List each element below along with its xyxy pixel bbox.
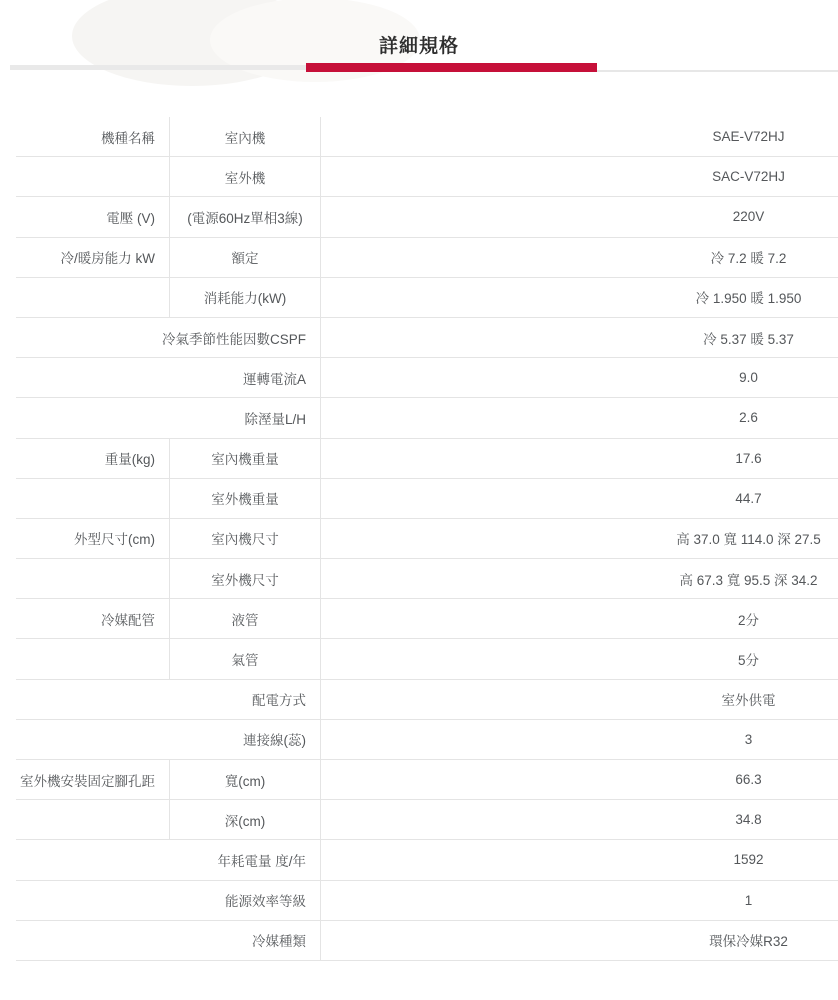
tab-underline-inactive bbox=[10, 65, 306, 70]
row-value-cell: 3 bbox=[320, 720, 838, 759]
row-label-cell: 室內機尺寸 bbox=[169, 519, 320, 558]
table-row bbox=[16, 157, 838, 197]
row-label-cell: 額定 bbox=[169, 238, 320, 277]
table-row bbox=[16, 720, 838, 760]
spec-table bbox=[16, 117, 838, 961]
table-row bbox=[16, 398, 838, 438]
row-value-cell: 1 bbox=[320, 881, 838, 920]
row-label-cell: 年耗電量 度/年 bbox=[217, 853, 306, 869]
table-row bbox=[16, 881, 838, 921]
row-value-cell: 高 67.3 寬 95.5 深 34.2 bbox=[320, 559, 838, 598]
row-value-cell: SAE-V72HJ bbox=[320, 117, 838, 156]
row-value-cell: 66.3 bbox=[320, 760, 838, 799]
row-label-cell: 室外機尺寸 bbox=[169, 559, 320, 598]
row-group-cell: 電壓 (V) bbox=[106, 210, 155, 226]
row-value-cell: 1592 bbox=[320, 840, 838, 879]
table-row bbox=[16, 318, 838, 358]
row-value-cell: 冷 7.2 暖 7.2 bbox=[320, 238, 838, 277]
row-label-cell: 寬(cm) bbox=[169, 760, 320, 799]
row-label-cell: 配電方式 bbox=[252, 693, 306, 709]
row-group-cell: 冷/暖房能力 kW bbox=[60, 251, 155, 267]
row-value-cell: 17.6 bbox=[320, 439, 838, 478]
table-row bbox=[16, 358, 838, 398]
table-row bbox=[16, 559, 838, 599]
table-row bbox=[16, 760, 838, 800]
row-value-cell: 9.0 bbox=[320, 358, 838, 397]
row-group-cell: 冷媒配管 bbox=[101, 612, 155, 628]
row-group-cell: 外型尺寸(cm) bbox=[74, 532, 155, 548]
row-label-cell: 氣管 bbox=[169, 639, 320, 678]
row-group-cell: 室外機安裝固定腳孔距 bbox=[20, 773, 155, 789]
table-row bbox=[16, 197, 838, 237]
row-value-cell: 5分 bbox=[320, 639, 838, 678]
row-value-cell: 冷 5.37 暖 5.37 bbox=[320, 318, 838, 357]
table-row bbox=[16, 840, 838, 880]
row-group-cell bbox=[16, 639, 169, 678]
table-row bbox=[16, 599, 838, 639]
row-value-cell: 2分 bbox=[320, 599, 838, 638]
row-label-cell: 室外機 bbox=[169, 157, 320, 196]
row-value-cell: 冷 1.950 暖 1.950 bbox=[320, 278, 838, 317]
row-label-cell: 連接線(蕊) bbox=[243, 733, 306, 749]
row-group-cell: 機種名稱 bbox=[101, 130, 155, 146]
row-value-cell: 220V bbox=[320, 197, 838, 236]
row-label-cell: (電源60Hz單相3線) bbox=[169, 197, 320, 236]
row-label-cell: 室內機 bbox=[169, 117, 320, 156]
table-row bbox=[16, 800, 838, 840]
table-row bbox=[16, 921, 838, 961]
row-value-cell: 44.7 bbox=[320, 479, 838, 518]
row-group-cell bbox=[16, 278, 169, 317]
row-value-cell: 34.8 bbox=[320, 800, 838, 839]
row-label-cell: 深(cm) bbox=[169, 800, 320, 839]
row-group-cell: 重量(kg) bbox=[104, 452, 155, 468]
table-row bbox=[16, 439, 838, 479]
row-label-cell: 運轉電流A bbox=[242, 371, 306, 387]
row-group-cell bbox=[16, 479, 169, 518]
tab-underline-rest bbox=[597, 70, 838, 72]
table-row bbox=[16, 519, 838, 559]
row-label-cell: 室外機重量 bbox=[169, 479, 320, 518]
tab-underline-active bbox=[306, 63, 597, 72]
row-value-cell: 室外供電 bbox=[320, 680, 838, 719]
table-row bbox=[16, 680, 838, 720]
row-value-cell: 環保冷媒R32 bbox=[320, 921, 838, 960]
row-value-cell: 高 37.0 寬 114.0 深 27.5 bbox=[320, 519, 838, 558]
row-label-cell: 能源效率等級 bbox=[225, 894, 306, 910]
section-title: 詳細規格 bbox=[378, 36, 459, 57]
row-label-cell: 除溼量L/H bbox=[244, 411, 306, 427]
table-row bbox=[16, 278, 838, 318]
row-label-cell: 消耗能力(kW) bbox=[169, 278, 320, 317]
row-label-cell: 冷媒種類 bbox=[252, 934, 306, 950]
row-group-cell bbox=[16, 559, 169, 598]
row-group-cell bbox=[16, 157, 169, 196]
row-value-cell: 2.6 bbox=[320, 398, 838, 437]
row-value-cell: SAC-V72HJ bbox=[320, 157, 838, 196]
table-row bbox=[16, 479, 838, 519]
row-label-cell: 室內機重量 bbox=[169, 439, 320, 478]
row-label-cell: 液管 bbox=[169, 599, 320, 638]
table-row bbox=[16, 117, 838, 157]
table-row bbox=[16, 639, 838, 679]
row-label-cell: 冷氣季節性能因數CSPF bbox=[161, 331, 306, 347]
row-group-cell bbox=[16, 800, 169, 839]
table-row bbox=[16, 238, 838, 278]
